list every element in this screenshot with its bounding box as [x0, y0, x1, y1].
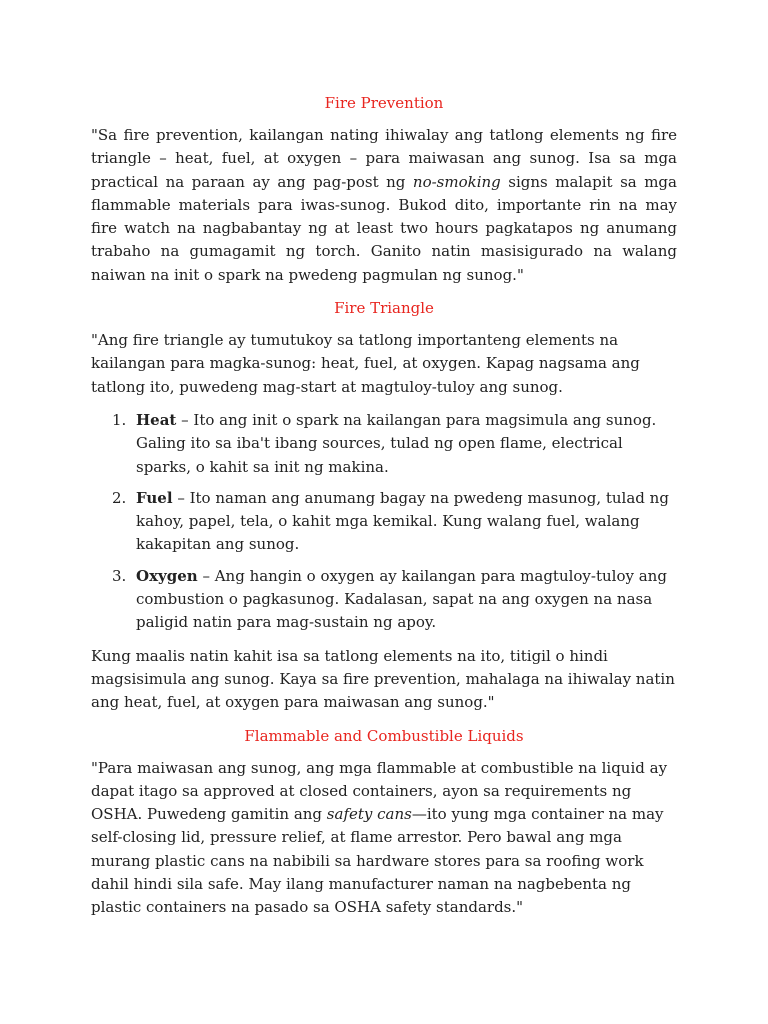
italic-text-safety-cans: safety cans [326, 805, 412, 824]
list-number: 1. [112, 410, 127, 429]
heading-fire-prevention: Fire Prevention [324, 94, 444, 112]
paragraph-fire-triangle-outro: Kung maalis natin kahit isa sa tatlong elements na ito, titigil o hindi magsisimula ang sunog. Kaya sa fire prevention, mahalaga na ihiwalay natin ang heat, fuel, at oxygen para maiwasan ang sunog." [91, 646, 675, 712]
list-term-fuel: Fuel [136, 488, 173, 507]
italic-text-no-smoking: no-smoking [412, 172, 501, 191]
text-run: "Sa fire prevention, kailangan nating ihiwalay ang tatlong elements ng fire triangle – heat, fuel, at oxygen – para maiwasan ang sunog. Isa sa mga practical na paraan ay ang pag-post ng [91, 126, 677, 191]
list-item-heat [91, 409, 677, 479]
paragraph-fire-prevention [91, 124, 677, 287]
fire-triangle-list [91, 409, 677, 635]
list-number: 2. [112, 488, 127, 507]
list-text: – Ang hangin o oxygen ay kailangan para magtuloy-tuloy ang combustion o pagkasunog. Kadalasan, sapat na ang oxygen na nasa paligid natin para mag-sustain ng apoy. [136, 566, 667, 632]
text-run: "Para maiwasan ang sunog, ang mga flammable at combustible na liquid ay dapat itago sa approved at closed containers, ayon sa requirements ng OSHA. Puwedeng gamitin ang [91, 758, 668, 824]
heading-fire-triangle: Fire Triangle [334, 299, 434, 318]
paragraph-fire-triangle-intro: "Ang fire triangle ay tumutukoy sa tatlong importanteng elements na kailangan para magka-sunog: heat, fuel, at oxygen. Kapag nagsama ang tatlong ito, puwedeng mag-start at magtuloy-tuloy ang sunog. [91, 331, 640, 396]
list-item-oxygen [91, 565, 677, 635]
paragraph-flammable-liquids [91, 757, 677, 920]
list-item-fuel [91, 487, 677, 557]
list-text: – Ito naman ang anumang bagay na pwedeng masunog, tulad ng kahoy, papel, tela, o kahit mga kemikal. Kung walang fuel, walang kakapitan ang sunog. [136, 488, 669, 554]
list-term-heat: Heat [136, 410, 177, 429]
text-run: —ito yung mga container na may self-closing lid, pressure relief, at flame arrestor. Pero bawal ang mga murang plastic cans na nabibili sa hardware stores para sa roofing work dahil hindi sila safe. May ilang manufacturer naman na nagbebenta ng plastic containers na pasado sa OSHA safety standards." [91, 805, 664, 917]
list-text: – Ito ang init o spark na kailangan para magsimula ang sunog. Galing ito sa iba't ibang sources, tulad ng open flame, electrical sparks, o kahit sa init ng makina. [136, 410, 657, 476]
list-term-oxygen: Oxygen [136, 566, 198, 585]
text-run: signs malapit sa mga flammable materials para iwas-sunog. Bukod dito, importante rin na may fire watch na nagbabantay ng at least two hours pagkatapos ng anumang trabaho na gumagamit ng torch. Ganito natin masisigurado na walang naiwan na init o spark na pwedeng pagmulan ng sunog." [91, 172, 677, 284]
heading-flammable-liquids: Flammable and Combustible Liquids [244, 726, 524, 745]
list-number: 3. [112, 566, 127, 585]
